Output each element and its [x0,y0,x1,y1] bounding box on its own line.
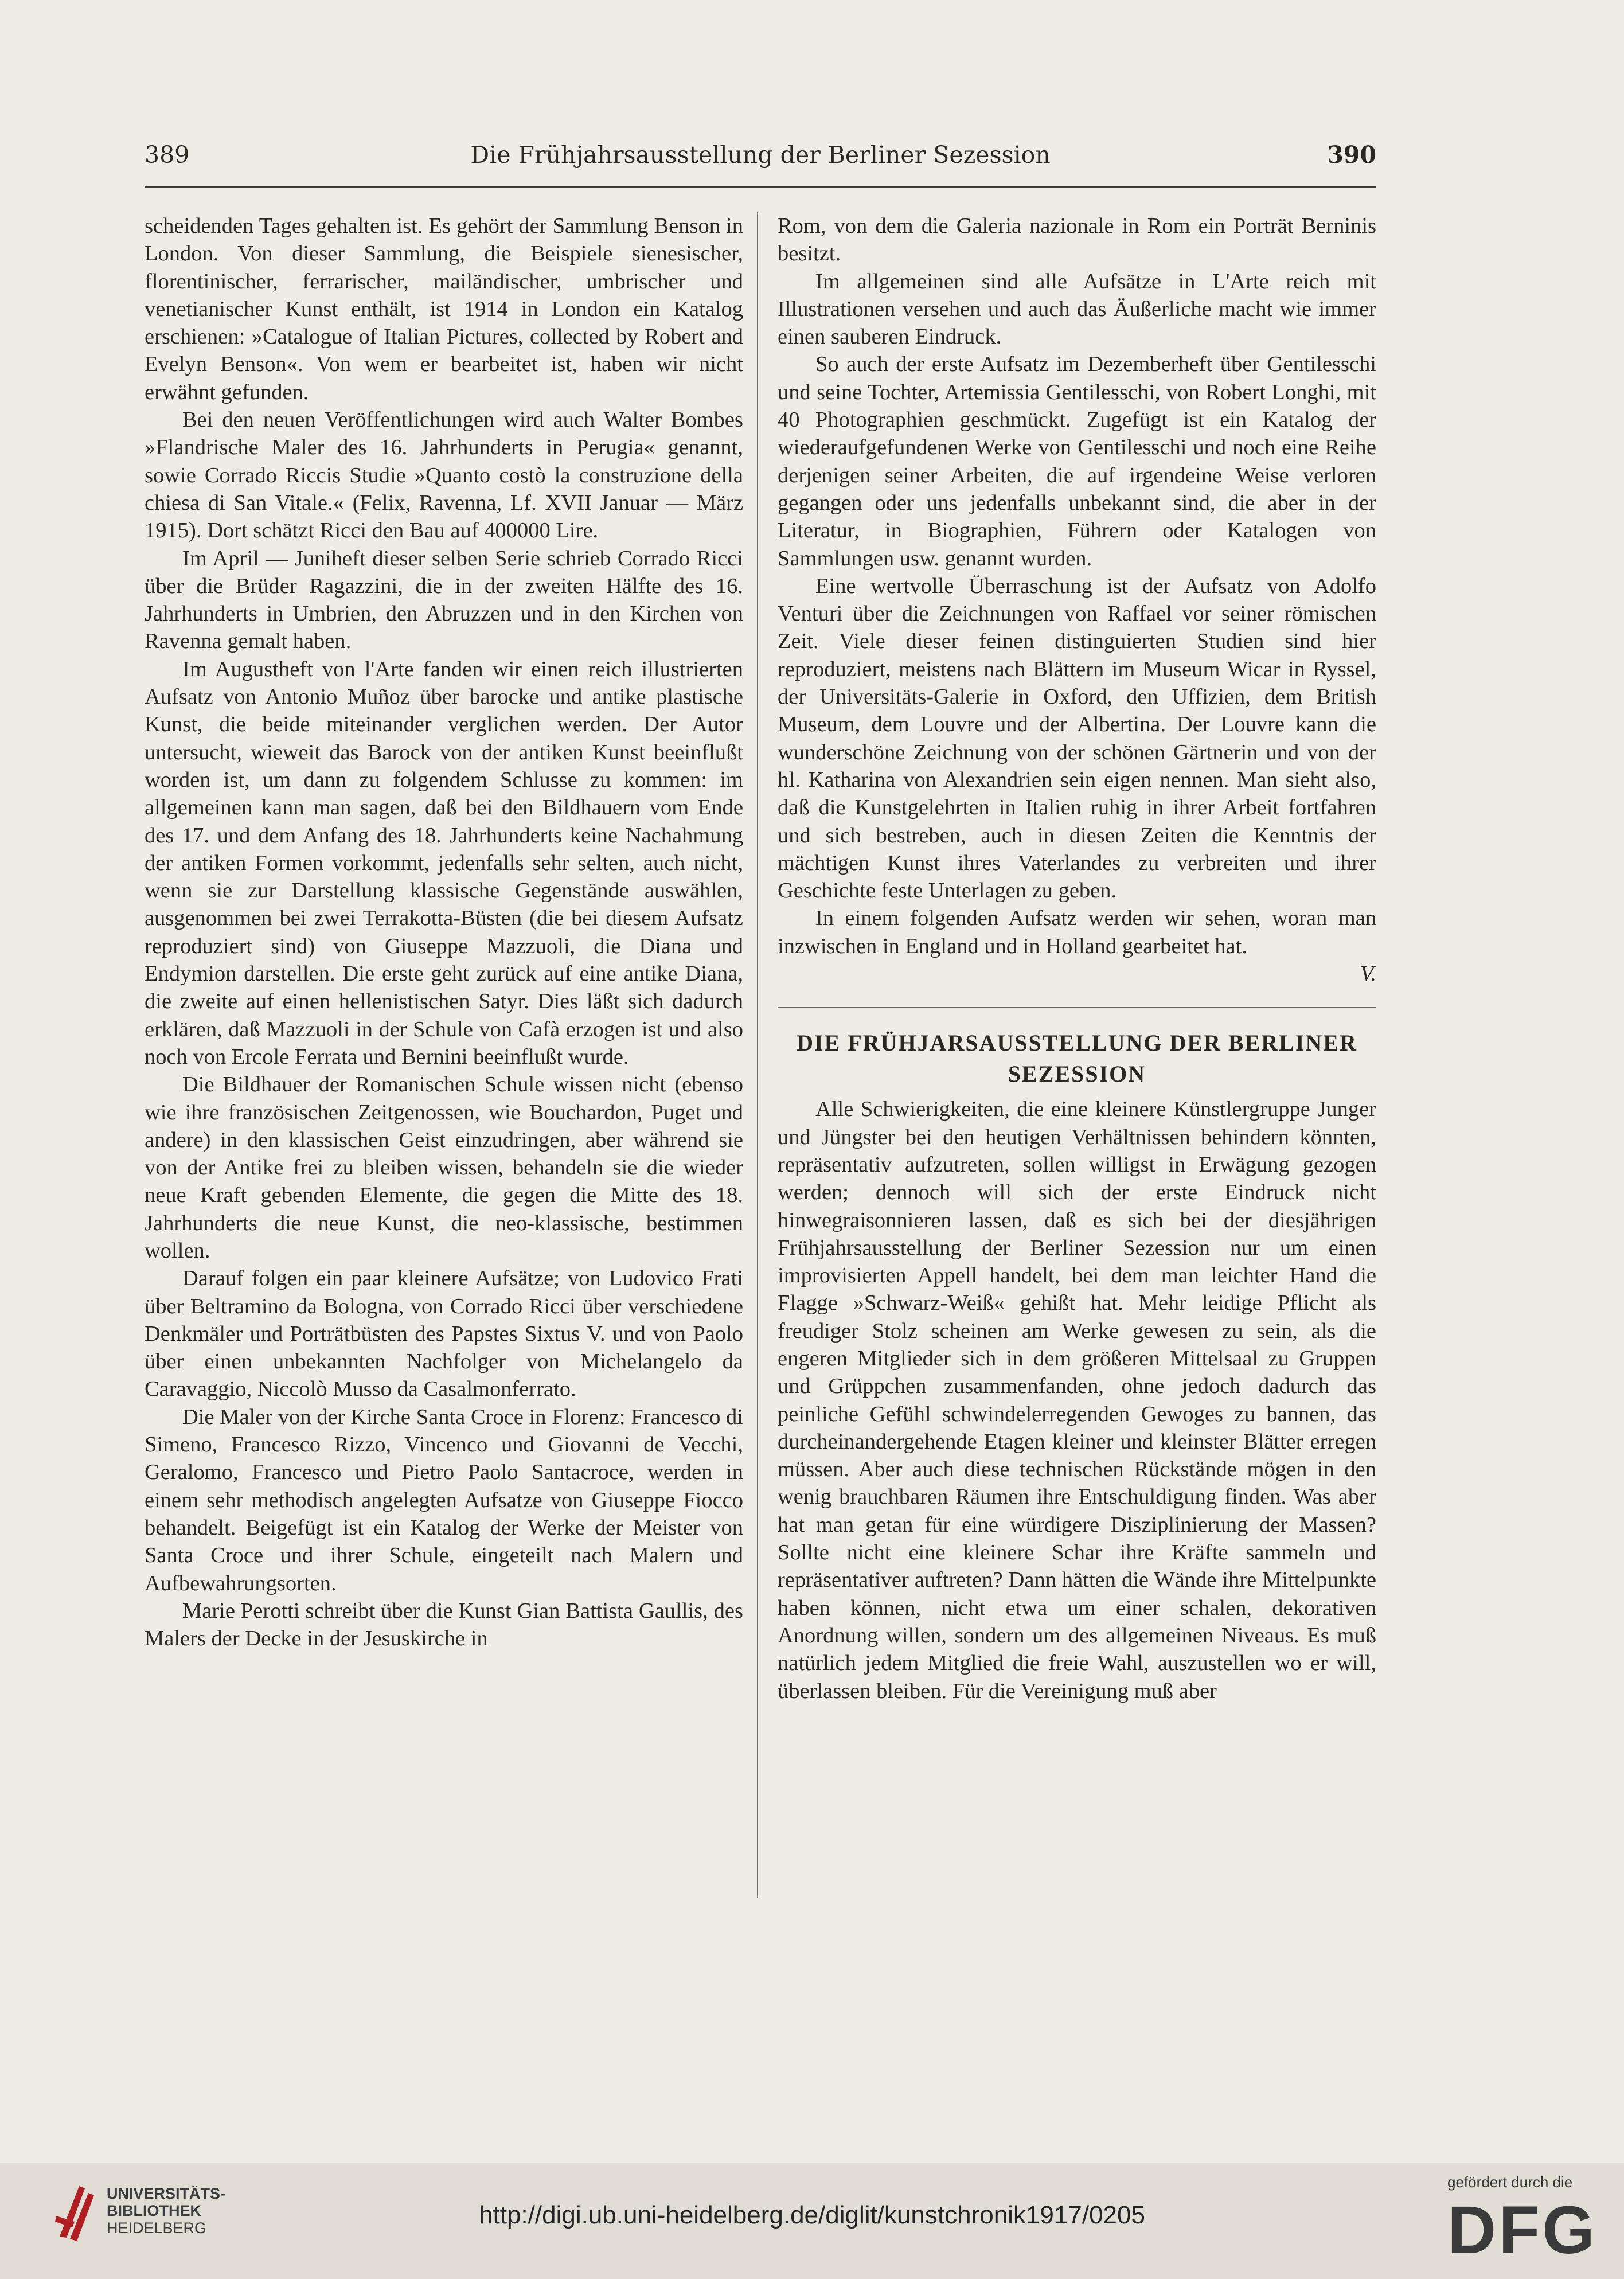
left-column [145,212,743,1652]
paragraph: scheidenden Tages gehalten ist. Es gehört der Sammlung Benson in London. Von dieser Sammlung, die Beispiele sienesischer, florentinischer, ferrarischer, mailändischer, umbrischer und venetianischer Kunst enthält, ist 1914 in London ein Katalog erschienen: »Catalogue of Italian Pictures, collected by Robert and Evelyn Benson«. Von wem er bearbeitet ist, haben wir nicht erwähnt gefunden. [145,214,743,404]
paragraph: Im Augustheft von l'Arte fanden wir einen reich illustrierten Aufsatz von Antonio Muñoz über barocke und antike plastische Kunst, die beide miteinander verglichen werden. Der Autor untersucht, wieweit das Barock von der antiken Kunst beeinflußt worden ist, um dann zu folgendem Schlusse zu kommen: im allgemeinen kann man sagen, daß bei den Bildhauern vom Ende des 17. und dem Anfang des 18. Jahrhunderts keine Nachahmung der antiken Formen vorkommt, jedenfalls sehr selten, auch nicht, wenn sie zur Darstellung klassische Gegenstände auswählen, ausgenommen bei zwei Terrakotta-Büsten (die bei diesem Aufsatz reproduziert sind) von Giuseppe Mazzuoli, die Diana und Endymion darstellen. Die erste geht zurück auf eine antike Diana, die zweite auf einen hellenistischen Satyr. Dies läßt sich dadurch erklären, daß Mazzuoli in der Schule von Cafà erzogen ist und also noch von Ercole Ferrata und Bernini beeinflußt wurde. [145,657,743,1069]
section-title: DIE FRÜHJARSAUSSTELLUNG DER BERLINER SEZESSION [797,1030,1357,1087]
paragraph: Darauf folgen ein paar kleinere Aufsätze; von Ludovico Frati über Beltramino da Bologna, von Corrado Ricci über verschiedene Denkmäler und Porträtbüsten des Papstes Sixtus V. und von Paolo über einen unbekannten Nachfolger von Michelangelo da Caravaggio, Niccolò Musso da Casalmonferrato. [145,1266,743,1402]
funder-caption: gefördert durch die [1447,2173,1573,2191]
section-rule [778,1007,1376,1008]
header-rule [145,186,1376,188]
footer-bar [0,2163,1624,2279]
paragraph: Eine wertvolle Überraschung ist der Aufsatz von Adolfo Venturi über die Zeichnungen von Raffael vor seiner römischen Zeit. Viele dieser feinen distinguierten Studien sind hier reproduziert, meistens nach Blättern im Museum Wicar in Ryssel, der Universitäts-Galerie in Oxford, den Uffizien, dem British Museum, dem Louvre und der Albertina. Der Louvre kann die wunderschöne Zeichnung von der schönen Gärtnerin und von der hl. Katharina von Alexandrien sein eigen nennen. Man sieht also, daß die Kunstgelehrten in Italien ruhig in ihrer Arbeit fortfahren und sich bestreben, auch in diesen Zeiten die Kenntnis der mächtigen Kunst ihres Vaterlandes zu verbreiten und ihrer Geschichte feste Unterlagen zu geben. [778,573,1376,903]
library-line: HEIDELBERG [107,2219,207,2237]
running-header [145,139,1376,173]
paragraph: Die Bildhauer der Romanischen Schule wissen nicht (ebenso wie ihre französischen Zeitgenossen, wie Bouchardon, Puget und andere) in den klassischen Geist einzudringen, aber während sie von der Antike frei zu bleiben wissen, behandeln sie die wieder neue Kraft gebenden Elemente, die gegen die Mitte des 18. Jahrhunderts die neue Kunst, die neo-klassische, bestimmen wollen. [145,1072,743,1263]
library-line: BIBLIOTHEK [107,2202,201,2219]
library-line: UNIVERSITÄTS- [107,2185,226,2202]
paragraph: Bei den neuen Veröffentlichungen wird auch Walter Bombes »Flandrische Maler des 16. Jahrhunderts in Perugia« genannt, sowie Corrado Riccis Studie »Quanto costò la construzione della chiesa di San Vitale.« (Felix, Ravenna, Lf. XVII Januar — März 1915). Dort schätzt Ricci den Bau auf 400000 Lire. [145,408,743,543]
paragraph: In einem folgenden Aufsatz werden wir sehen, woran man inzwischen in England und in Holland gearbeitet hat. [778,906,1376,958]
right-column [778,212,1376,1705]
source-url-link[interactable]: http://digi.ub.uni-heidelberg.de/diglit/kunstchronik1917/0205 [479,2201,1145,2229]
column-divider [757,212,758,1898]
paragraph: Rom, von dem die Galeria nazionale in Rom ein Porträt Berninis besitzt. [778,214,1376,266]
author-signature: V. [1360,962,1376,986]
paragraph: So auch der erste Aufsatz im Dezemberheft über Gentilesschi und seine Tochter, Artemissia Gentilesschi, von Robert Longhi, mit 40 Photographien geschmückt. Zugefügt ist ein Katalog der wiederaufgefundenen Werke von Gentilesschi und noch eine Reihe derjenigen seiner Arbeiten, die auf irgendeine Weise verloren gegangen oder uns jedenfalls unbekannt sind, die aber in der Literatur, in Biographien, Führern oder Katalogen von Sammlungen usw. genannt wurden. [778,352,1376,571]
dfg-logo: DFG [1447,2192,1598,2268]
paragraph: Marie Perotti schreibt über die Kunst Gian Battista Gaullis, des Malers der Decke in der Jesuskirche in [145,1598,743,1651]
paragraph: Im April — Juniheft dieser selben Serie schrieb Corrado Ricci über die Brüder Ragazzini, die in der zweiten Hälfte des 16. Jahrhunderts in Umbrien, den Abruzzen und in den Kirchen von Ravenna gemalt haben. [145,546,743,654]
paragraph: Im allgemeinen sind alle Aufsätze in L'Arte reich mit Illustrationen versehen und auch das Äußerliche macht wie immer einen sauberen Eindruck. [778,269,1376,349]
running-title: Die Frühjahrsausstellung der Berliner Sezession [470,141,1051,169]
paragraph: Alle Schwierigkeiten, die eine kleinere Künstlergruppe Junger und Jüngster bei den heutigen Verhältnissen behindern könnten, repräsentativ aufzutreten, sollen willigst in Erwägung gezogen werden; dennoch will sich der erste Eindruck nicht hinwegraisonnieren lassen, daß es sich bei der diesjährigen Frühjahrsausstellung der Berliner Sezession nur um einen improvisierten Appell handelt, bei dem man leichter Hand die Flagge »Schwarz-Weiß« gehißt hat. Mehr leidige Pflicht als freudiger Stolz scheinen am Werke gewesen zu sein, als die engeren Mitglieder sich in dem größeren Mittelsaal zu Gruppen und Grüppchen zusammenfanden, ohne jedoch dadurch das peinliche Gefühl schwindelerregenden Gewoges zu bannen, das durcheinandergehende Etagen kleiner und kleinster Blätter erregen müssen. Aber auch diese technischen Rückstände mögen in den wenig brauchbaren Räumen ihre Entschuldigung finden. Was aber hat man getan für eine würdigere Disziplinierung der Massen? Sollte nicht eine kleinere Schar ihre Kräfte sammeln und repräsentativer auftreten? Dann hätten die Wände ihre Mittelpunkte haben können, nicht etwa um einer schalen, dekorativen Anordnung willen, sondern um des allgemeinen Niveaus. Es muß natürlich jedem Mitglied die freie Wahl, auszustellen wo er will, überlassen bleiben. Für die Vereinigung muß aber [778,1097,1376,1703]
page-number-right: 390 [1327,141,1376,169]
paragraph: Die Maler von der Kirche Santa Croce in Florenz: Francesco di Simeno, Francesco Rizzo, Vincenco und Giovanni de Vecchi, Geralomo, Francesco und Pietro Paolo Santacroce, werden in einem sehr methodisch angelegten Aufsatze von Giuseppe Fiocco behandelt. Beigefügt ist ein Katalog der Werke der Meister von Santa Croce und ihrer Schule, eingeteilt nach Malern und Aufbewahrungsorten. [145,1404,743,1595]
page-number-left: 389 [145,141,190,169]
